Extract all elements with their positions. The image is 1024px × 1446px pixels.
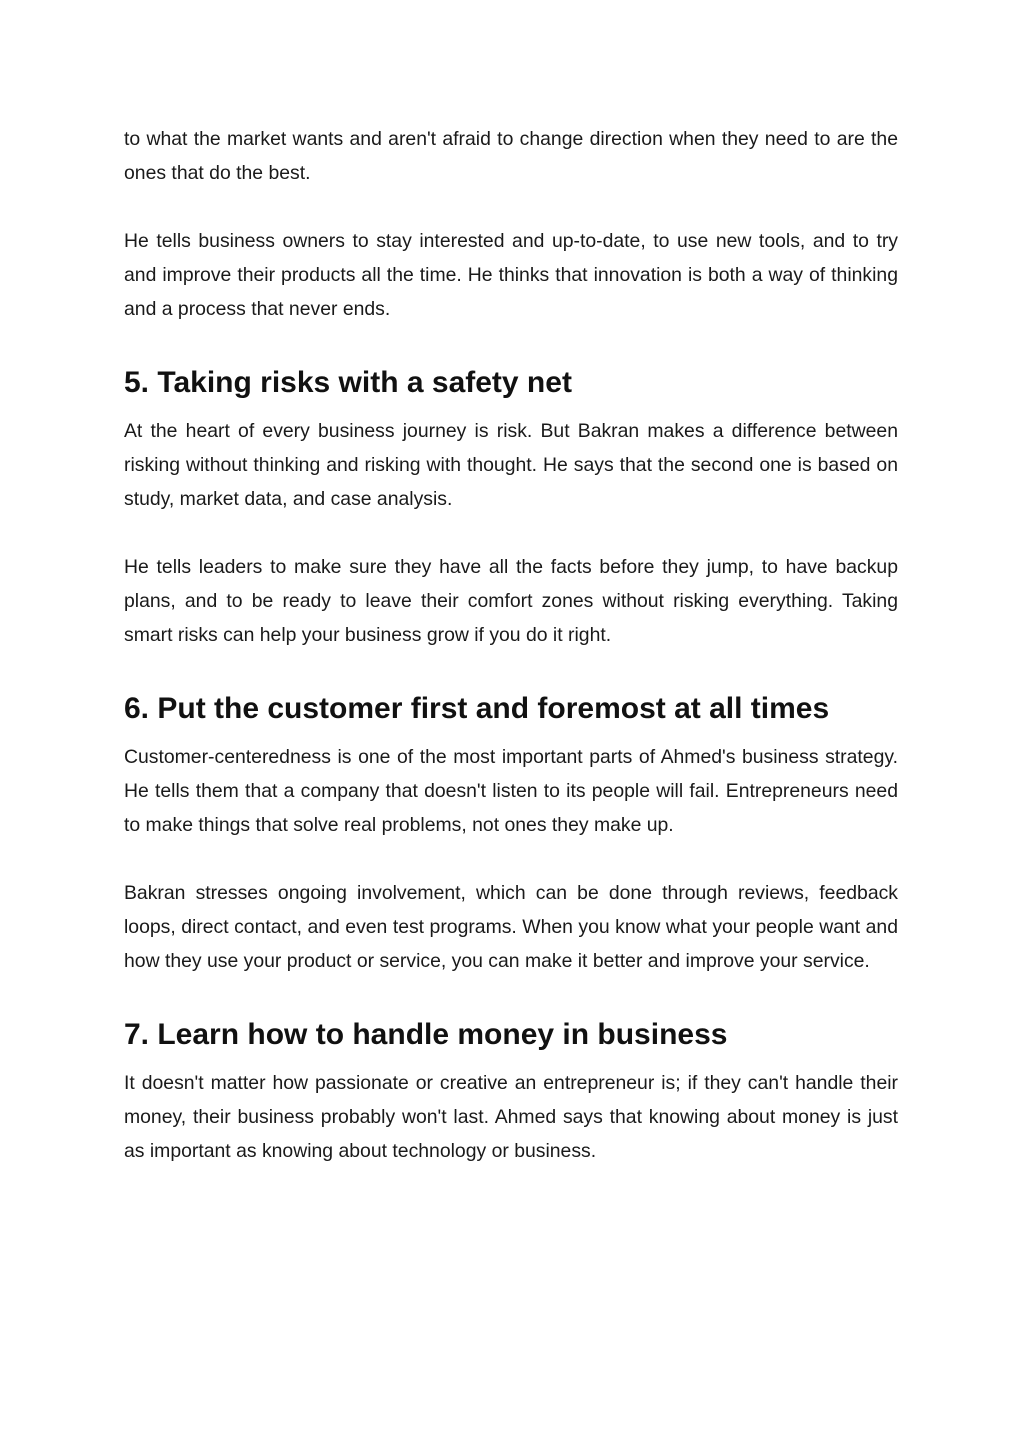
section-heading-5: 5. Taking risks with a safety net: [124, 366, 572, 399]
section-heading-7: 7. Learn how to handle money in business: [124, 1018, 728, 1051]
section-6-paragraph: Bakran stresses ongoing involvement, which can be done through reviews, feedback loops, direct contact, and even test programs. When you know what your people want and how they use your product or service, you can make it better and improve your service.: [124, 882, 898, 972]
intro-paragraph: to what the market wants and aren't afraid to change direction when they need to are the ones that do the best.: [124, 128, 898, 184]
section-5-paragraph: He tells leaders to make sure they have all the facts before they jump, to have backup plans, and to be ready to leave their comfort zones without risking everything. Taking smart risks can help your business grow if you do it right.: [124, 556, 898, 646]
section-6-paragraph: Customer-centeredness is one of the most important parts of Ahmed's business strategy. He tells them that a company that doesn't listen to its people will fail. Entrepreneurs need to make things that solve real problems, not ones they make up.: [124, 746, 898, 836]
section-7-paragraph: It doesn't matter how passionate or creative an entrepreneur is; if they can't handle their money, their business probably won't last. Ahmed says that knowing about money is just as important as knowing about technology or business.: [124, 1072, 898, 1162]
document-page: [124, 122, 898, 1202]
section-5-paragraph: At the heart of every business journey is risk. But Bakran makes a difference between risking without thinking and risking with thought. He says that the second one is based on study, market data, and case analysis.: [124, 420, 898, 510]
section-heading-6: 6. Put the customer first and foremost at all times: [124, 692, 830, 725]
intro-paragraph: He tells business owners to stay interested and up-to-date, to use new tools, and to try and improve their products all the time. He thinks that innovation is both a way of thinking and a process that never ends.: [124, 230, 898, 320]
